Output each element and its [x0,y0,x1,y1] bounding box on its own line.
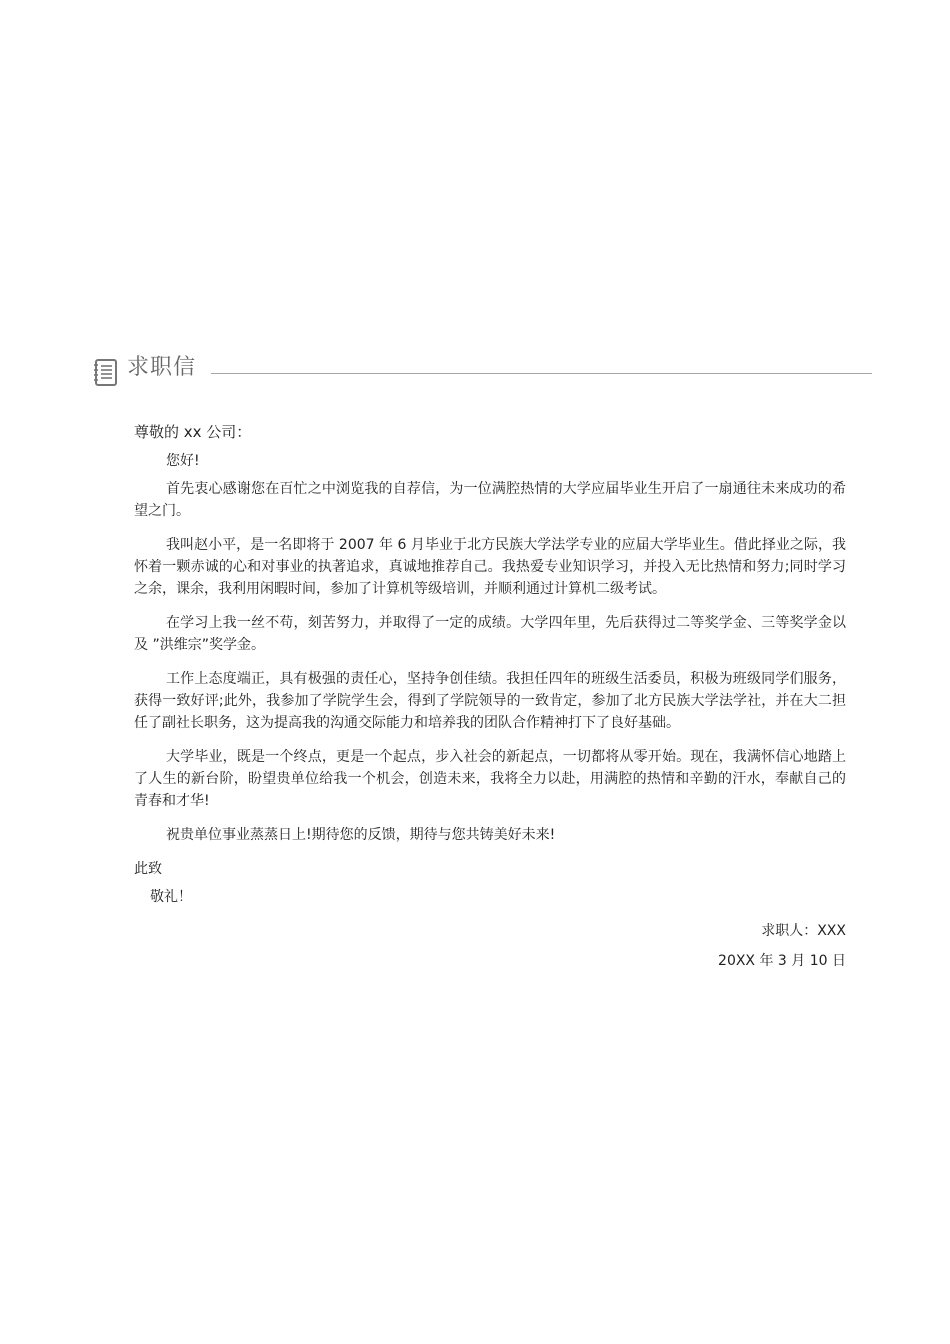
paragraph-4: 工作上态度端正，具有极强的责任心，坚持争创佳绩。我担任四年的班级生活委员，积极为班级同学们服务，获得一致好评;此外，我参加了学院学生会，得到了学院领导的一致肯定，参加了北方民族大学法学社，并在大二担任了副社长职务，这为提高我的沟通交际能力和培养我的团队合作精神打下了良好基础。 [134,671,846,731]
paragraph-3: 在学习上我一丝不苟，刻苦努力，并取得了一定的成绩。大学四年里，先后获得过二等奖学金、三等奖学金以及 ”洪维宗”奖学金。 [134,615,846,653]
signature: 求职人：XXX [761,923,846,939]
salutation: 尊敬的 xx 公司： [134,423,252,441]
closing-line-1: 此致 [134,861,162,877]
page-title: 求职信 [127,355,197,380]
greeting: 您好! [166,453,200,469]
paragraph-2: 我叫赵小平，是一名即将于 2007 年 6 月毕业于北方民族大学法学专业的应届大学毕业生。借此择业之际，我怀着一颗赤诚的心和对事业的执著追求，真诚地推荐自己。我热爱专业知识学习，并投入无比热情和努力;同时学习之余，课余，我利用闲暇时间，参加了计算机等级培训，并顺利通过计算机二级考试。 [134,537,846,597]
paragraph-5: 大学毕业，既是一个终点，更是一个起点，步入社会的新起点，一切都将从零开始。现在，我满怀信心地踏上了人生的新台阶，盼望贵单位给我一个机会，创造未来，我将全力以赴，用满腔的热情和辛勤的汗水，奉献自己的青春和才华! [134,749,846,809]
paragraph-1: 首先衷心感谢您在百忙之中浏览我的自荐信，为一位满腔热情的大学应届毕业生开启了一扇通往未来成功的希望之门。 [134,481,846,519]
letter-date: 20XX 年 3 月 10 日 [718,953,846,969]
notebook-icon [92,358,120,388]
closing-line-2: 敬礼！ [150,889,192,905]
letter-header [92,348,872,390]
header-divider [211,373,872,374]
letter-body [134,420,846,980]
paragraph-6: 祝贵单位事业蒸蒸日上!期待您的反馈，期待与您共铸美好未来! [166,827,556,843]
